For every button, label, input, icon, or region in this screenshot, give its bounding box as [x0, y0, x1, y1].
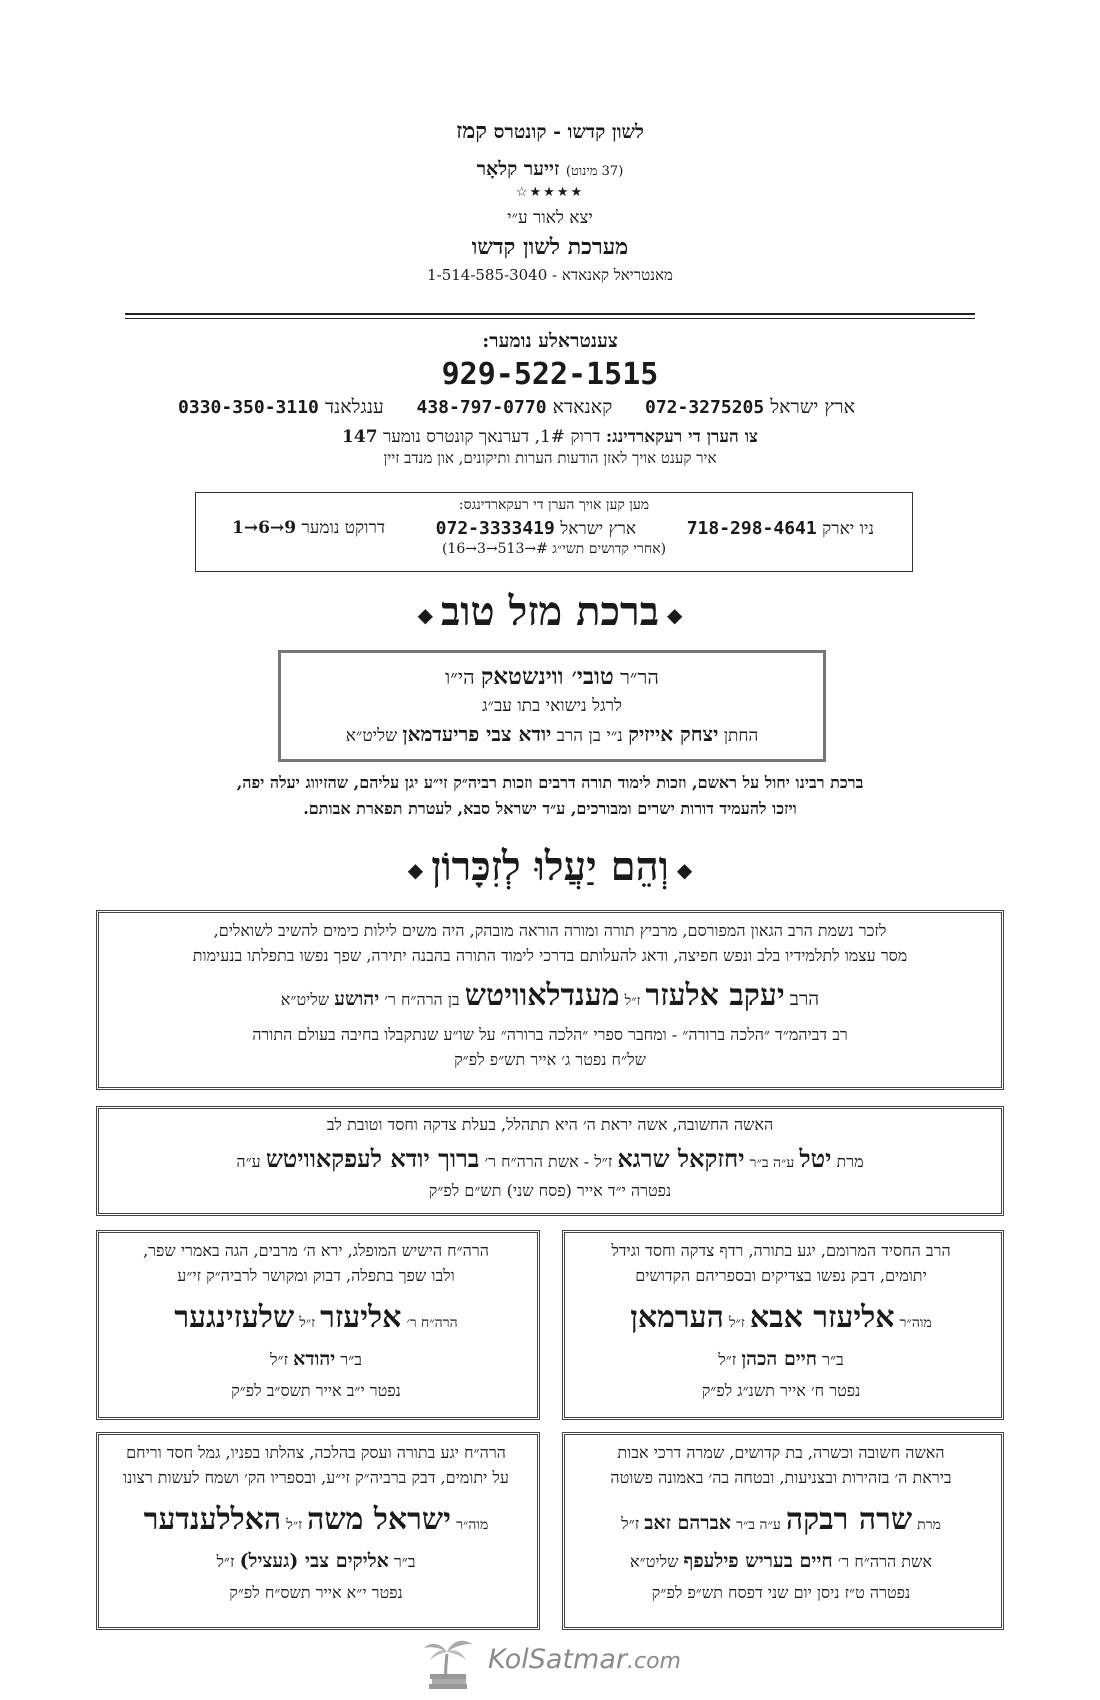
- central-number[interactable]: 929-522-1515: [441, 357, 659, 392]
- recording-phones: [196, 518, 912, 539]
- memorial-name: הרב יעקב אלעזר ז״ל מענדלאוויטש בן הרה״ח ר׳ יהושע שליט״א: [280, 977, 820, 1013]
- org-name: מערכת לשון קדשו: [471, 234, 629, 260]
- memorial-name: מרת שרה רבקה ע״ה ב״ר אברהם זאב ז״ל: [621, 1501, 941, 1537]
- divider-thick: [125, 313, 975, 315]
- memorial-box-2: האשה החשובה, אשה יראת ה׳ היא תתהלל, בעלת צדקה וחסד וטובת לב מרת יטל ע״ה ב״ר יחזקאל שרגא ז״ל - אשת הרה״ח ר׳ ברוך יודא לעפקאוויטש ע״ה נפטרה י״ד אייר (פסח שני) תש״ם לפ״ק: [96, 1106, 1004, 1216]
- memorial-name: מרת יטל ע״ה ב״ר יחזקאל שרגא ז״ל - אשת הרה״ח ר׳ ברוך יודא לעפקאוויטש ע״ה: [236, 1143, 864, 1173]
- bracha-text: ברכת רבינו יחול על ראשם, וזכות לימוד תורה דרבים וזכות רביה״ק זי״ע יגן עליהם, שהזיווג יעלה יפה, ויזכו להעמיד דורות ישרים ומבורכים, ע״ד ישראל סבא, לעטרת תפארת אבותם.: [236, 773, 864, 818]
- series-title: לשון קדשו - קונטרס קמז: [456, 118, 644, 144]
- brand-text: KolSatmar.com: [488, 1644, 681, 1675]
- memorial-name: הרה״ח ר׳ אליעזר ז״ל שלעזינגער: [174, 1299, 458, 1335]
- phone-canada[interactable]: קאנאדא 438-797-0770: [416, 396, 613, 418]
- memorial-box-5: האשה חשובה וכשרה, בת קדושים, שמרה דרכי אבות ביראת ה׳ בזהירות ובצניעות, ובטחה בה׳ באמונה פשוטה מרת שרה רבקה ע״ה ב״ר אברהם זאב ז״ל אשת הרה״ח ר׳ חיים בעריש פילעפף שליט״א נפטרה ט״ז ניסן יום שני דפסח תש״פ לפ״ק: [562, 1432, 1004, 1630]
- simcha-groom: החתן יצחק אייזיק נ״י בן הרב יודא צבי פריעדמאן שליט״א: [345, 722, 759, 746]
- memorial-name: מוה״ר ישראל משה ז״ל האללענדער: [143, 1501, 489, 1537]
- duration: (37 מינוט): [565, 164, 624, 179]
- country-phones: [0, 396, 1100, 419]
- phone-section: [0, 330, 1100, 468]
- memorial-name: מוה״ר אליעזר אבא ז״ל הערמאן: [630, 1299, 932, 1335]
- listen-instructions: צו הערן די רעקארדינג: דרוק 1#, דערנאך קונטרס נומער 147: [342, 427, 758, 447]
- diamond-icon: ◆: [417, 603, 434, 627]
- phone-england[interactable]: ענגלאנד 0330-350-3110: [178, 396, 384, 418]
- issue-number: קמז: [456, 118, 488, 144]
- memorial-title: ◆וְהֵם יַעֲלוּ לְזִכָּרוֹן◆: [407, 843, 693, 890]
- memorial-box-6: הרה״ח יגע בתורה ועסק בהלכה, צהלתו בפניו, גמל חסד וריחם על יתומים, דבק ברביה״ק זי״ע, ובספריו הק׳ ושמח לעשות רצונו מוה״ר ישראל משה ז״ל האללענדער ב״ר אליקים צבי (געציל) ז״ל נפטר י״א אייר תשס״ח לפ״ק: [96, 1432, 540, 1630]
- diamond-icon: ◆: [666, 603, 683, 627]
- memorial-box-4: הרה״ח הישיש המופלג, ירא ה׳ מרבים, הגה באמרי שפר, ולבו שפך בתפלה, דבוק ומקושר לרביה״ק זי״ע הרה״ח ר׳ אליעזר ז״ל שלעזינגער ב״ר יהודא ז״ל נפטר י״ב אייר תשס״ב לפ״ק: [96, 1230, 540, 1420]
- press-code: דרוקט נומער 9→6→1: [232, 518, 386, 538]
- diamond-icon: ◆: [407, 858, 424, 882]
- speaker-line: [0, 158, 1100, 181]
- phone-israel[interactable]: ארץ ישראל 072-3275205: [645, 396, 855, 418]
- rating-stars: ★★★★☆: [515, 185, 585, 200]
- simcha-box: [278, 650, 826, 762]
- central-label: צענטראלע נומער:: [482, 330, 618, 352]
- recording-title: מען קען אויך הערן די רעקארדינגס:: [458, 497, 650, 513]
- phone-israel-recordings[interactable]: ארץ ישראל 072-3333419: [435, 518, 637, 539]
- footer-logo[interactable]: [420, 1634, 720, 1690]
- org-contact: מאנטריאל קאנאדא - 1-514-585-3040: [427, 266, 673, 284]
- palm-tree-books-icon: [420, 1634, 478, 1690]
- simcha-occasion: לרגל נישואי בתו עב״ג: [482, 696, 622, 716]
- memorial-box-3: הרב החסיד המרומם, יגע בתורה, רדף צדקה וחסד וגידל יתומים, דבק נפשו בצדיקים ובספריהם הקדושים מוה״ר אליעזר אבא ז״ל הערמאן ב״ר חיים הכהן ז״ל נפטר ח׳ אייר תשנ״ג לפ״ק: [562, 1230, 1004, 1420]
- feedback-note: איר קענט אויך לאזן הודעות הערות ותיקונים, און מנדב זיין: [383, 449, 717, 467]
- recording-box: [195, 492, 913, 572]
- phone-new-york[interactable]: ניו יארק 718-298-4641: [686, 518, 874, 539]
- simcha-parent: הר״ר טובי׳ ווינשטאק הי״ו: [445, 663, 659, 690]
- memorial-box-1: לזכר נשמת הרב הגאון המפורסם, מרביץ תורה ומורה הוראה מובהק, היה משים לילות כימים להשיב לשואלים, מסר עצמו לתלמידיו בלב ונפש חפיצה, ודאג להעלותם בדרכי לימוד התורה בהבנה יתירה, שפך נפשו בתפלתו בנעימות הרב יעקב אלעזר ז״ל מענדלאוויטש בן הרה״ח ר׳ יהושע שליט״א רב דביהמ״ד ״הלכה ברורה״ - ומחבר ספרי ״הלכה ברורה״ על שו״ע שנתקבלו בחיבה בעולם התורה של״ח נפטר ג׳ אייר תש״פ לפ״ק: [96, 910, 1004, 1090]
- divider-thin: [125, 318, 975, 319]
- header: [0, 118, 1100, 285]
- published-by: יצא לאור ע״י: [507, 208, 593, 228]
- recording-sub: (אחרי קדושים תשי״ג #→513→3→16): [441, 541, 667, 557]
- mazal-tov-title: ◆ברכת מזל טוב◆: [417, 588, 683, 635]
- speaker: זייער קלאָר: [476, 158, 560, 180]
- diamond-icon: ◆: [676, 858, 693, 882]
